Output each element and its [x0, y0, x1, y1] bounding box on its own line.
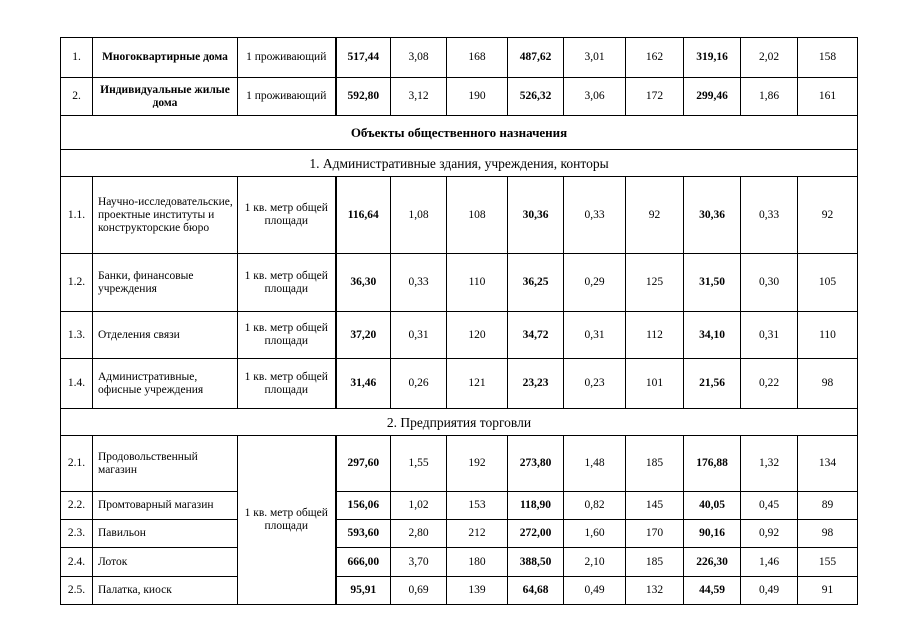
value-cell: 34,10	[684, 312, 741, 359]
value-cell: 212	[447, 520, 508, 548]
table-row	[61, 78, 858, 116]
value-cell: 0,29	[564, 254, 626, 312]
subsection-row	[61, 150, 858, 177]
value-cell: 116,64	[336, 177, 391, 254]
object-name: Лоток	[93, 548, 238, 577]
section-row	[61, 116, 858, 150]
row-number: 2.3.	[61, 520, 93, 548]
value-cell: 134	[798, 436, 858, 492]
value-cell: 1,60	[564, 520, 626, 548]
value-cell: 593,60	[336, 520, 391, 548]
value-cell: 90,16	[684, 520, 741, 548]
value-cell: 105	[798, 254, 858, 312]
value-cell: 121	[447, 359, 508, 409]
value-cell: 23,23	[508, 359, 564, 409]
value-cell: 1,48	[564, 436, 626, 492]
value-cell: 1,55	[391, 436, 447, 492]
unit-cell: 1 проживающий	[238, 78, 336, 116]
value-cell: 226,30	[684, 548, 741, 577]
value-cell: 3,06	[564, 78, 626, 116]
value-cell: 0,31	[741, 312, 798, 359]
value-cell: 40,05	[684, 492, 741, 520]
value-cell: 185	[626, 548, 684, 577]
unit-cell: 1 проживающий	[238, 38, 336, 78]
value-cell: 2,10	[564, 548, 626, 577]
table-row	[61, 520, 858, 548]
value-cell: 172	[626, 78, 684, 116]
table-row	[61, 312, 858, 359]
value-cell: 185	[626, 436, 684, 492]
value-cell: 517,44	[336, 38, 391, 78]
value-cell: 0,82	[564, 492, 626, 520]
value-cell: 3,01	[564, 38, 626, 78]
value-cell: 1,46	[741, 548, 798, 577]
table-row	[61, 359, 858, 409]
object-name: Многоквартирные дома	[93, 38, 238, 78]
value-cell: 0,31	[391, 312, 447, 359]
value-cell: 118,90	[508, 492, 564, 520]
value-cell: 158	[798, 38, 858, 78]
table-row	[61, 38, 858, 78]
value-cell: 30,36	[684, 177, 741, 254]
value-cell: 161	[798, 78, 858, 116]
value-cell: 1,02	[391, 492, 447, 520]
table-row	[61, 548, 858, 577]
value-cell: 91	[798, 577, 858, 605]
table-body	[61, 38, 858, 605]
value-cell: 36,25	[508, 254, 564, 312]
value-cell: 120	[447, 312, 508, 359]
row-number: 2.4.	[61, 548, 93, 577]
row-number: 1.4.	[61, 359, 93, 409]
value-cell: 168	[447, 38, 508, 78]
value-cell: 487,62	[508, 38, 564, 78]
value-cell: 101	[626, 359, 684, 409]
object-name: Отделения связи	[93, 312, 238, 359]
value-cell: 155	[798, 548, 858, 577]
value-cell: 92	[626, 177, 684, 254]
value-cell: 0,33	[564, 177, 626, 254]
object-name: Административные, офисные учреждения	[93, 359, 238, 409]
value-cell: 170	[626, 520, 684, 548]
row-number: 1.1.	[61, 177, 93, 254]
value-cell: 3,70	[391, 548, 447, 577]
value-cell: 176,88	[684, 436, 741, 492]
unit-cell: 1 кв. метр общей площади	[238, 177, 336, 254]
value-cell: 92	[798, 177, 858, 254]
subsection-title: 1. Административные здания, учреждения, конторы	[61, 150, 858, 177]
value-cell: 95,91	[336, 577, 391, 605]
table-row	[61, 492, 858, 520]
value-cell: 153	[447, 492, 508, 520]
value-cell: 190	[447, 78, 508, 116]
value-cell: 3,08	[391, 38, 447, 78]
table-row	[61, 577, 858, 605]
row-number: 2.	[61, 78, 93, 116]
object-name: Банки, финансовые учреждения	[93, 254, 238, 312]
value-cell: 592,80	[336, 78, 391, 116]
value-cell: 145	[626, 492, 684, 520]
subsection-title: 2. Предприятия торговли	[61, 409, 858, 436]
value-cell: 37,20	[336, 312, 391, 359]
value-cell: 1,32	[741, 436, 798, 492]
value-cell: 44,59	[684, 577, 741, 605]
value-cell: 21,56	[684, 359, 741, 409]
value-cell: 0,23	[564, 359, 626, 409]
row-number: 1.	[61, 38, 93, 78]
value-cell: 1,86	[741, 78, 798, 116]
value-cell: 319,16	[684, 38, 741, 78]
value-cell: 0,30	[741, 254, 798, 312]
value-cell: 98	[798, 520, 858, 548]
unit-cell: 1 кв. метр общей площади	[238, 359, 336, 409]
row-number: 1.3.	[61, 312, 93, 359]
table-row	[61, 436, 858, 492]
value-cell: 125	[626, 254, 684, 312]
value-cell: 0,31	[564, 312, 626, 359]
value-cell: 2,02	[741, 38, 798, 78]
value-cell: 31,50	[684, 254, 741, 312]
row-number: 2.5.	[61, 577, 93, 605]
value-cell: 112	[626, 312, 684, 359]
object-name: Продовольственный магазин	[93, 436, 238, 492]
value-cell: 3,12	[391, 78, 447, 116]
value-cell: 162	[626, 38, 684, 78]
unit-cell: 1 кв. метр общей площади	[238, 312, 336, 359]
row-number: 1.2.	[61, 254, 93, 312]
value-cell: 156,06	[336, 492, 391, 520]
value-cell: 0,69	[391, 577, 447, 605]
value-cell: 139	[447, 577, 508, 605]
object-name: Павильон	[93, 520, 238, 548]
value-cell: 0,92	[741, 520, 798, 548]
value-cell: 2,80	[391, 520, 447, 548]
value-cell: 273,80	[508, 436, 564, 492]
value-cell: 64,68	[508, 577, 564, 605]
object-name: Научно-исследовательские, проектные институты и конструкторские бюро	[93, 177, 238, 254]
row-number: 2.1.	[61, 436, 93, 492]
value-cell: 89	[798, 492, 858, 520]
value-cell: 34,72	[508, 312, 564, 359]
value-cell: 110	[447, 254, 508, 312]
value-cell: 31,46	[336, 359, 391, 409]
value-cell: 297,60	[336, 436, 391, 492]
value-cell: 0,49	[741, 577, 798, 605]
value-cell: 132	[626, 577, 684, 605]
value-cell: 388,50	[508, 548, 564, 577]
value-cell: 108	[447, 177, 508, 254]
value-cell: 526,32	[508, 78, 564, 116]
value-cell: 0,26	[391, 359, 447, 409]
value-cell: 180	[447, 548, 508, 577]
value-cell: 1,08	[391, 177, 447, 254]
value-cell: 110	[798, 312, 858, 359]
value-cell: 0,33	[391, 254, 447, 312]
object-name: Палатка, киоск	[93, 577, 238, 605]
table-row	[61, 177, 858, 254]
value-cell: 0,33	[741, 177, 798, 254]
row-number: 2.2.	[61, 492, 93, 520]
value-cell: 36,30	[336, 254, 391, 312]
value-cell: 0,49	[564, 577, 626, 605]
value-cell: 30,36	[508, 177, 564, 254]
value-cell: 98	[798, 359, 858, 409]
norms-table	[60, 37, 858, 605]
table-row	[61, 254, 858, 312]
section-title: Объекты общественного назначения	[61, 116, 858, 150]
shared-unit-cell: 1 кв. метр общей площади	[238, 436, 336, 605]
object-name: Промтоварный магазин	[93, 492, 238, 520]
value-cell: 192	[447, 436, 508, 492]
subsection-row	[61, 409, 858, 436]
value-cell: 0,22	[741, 359, 798, 409]
value-cell: 272,00	[508, 520, 564, 548]
value-cell: 666,00	[336, 548, 391, 577]
unit-cell: 1 кв. метр общей площади	[238, 254, 336, 312]
value-cell: 299,46	[684, 78, 741, 116]
object-name: Индивидуальные жилые дома	[93, 78, 238, 116]
value-cell: 0,45	[741, 492, 798, 520]
